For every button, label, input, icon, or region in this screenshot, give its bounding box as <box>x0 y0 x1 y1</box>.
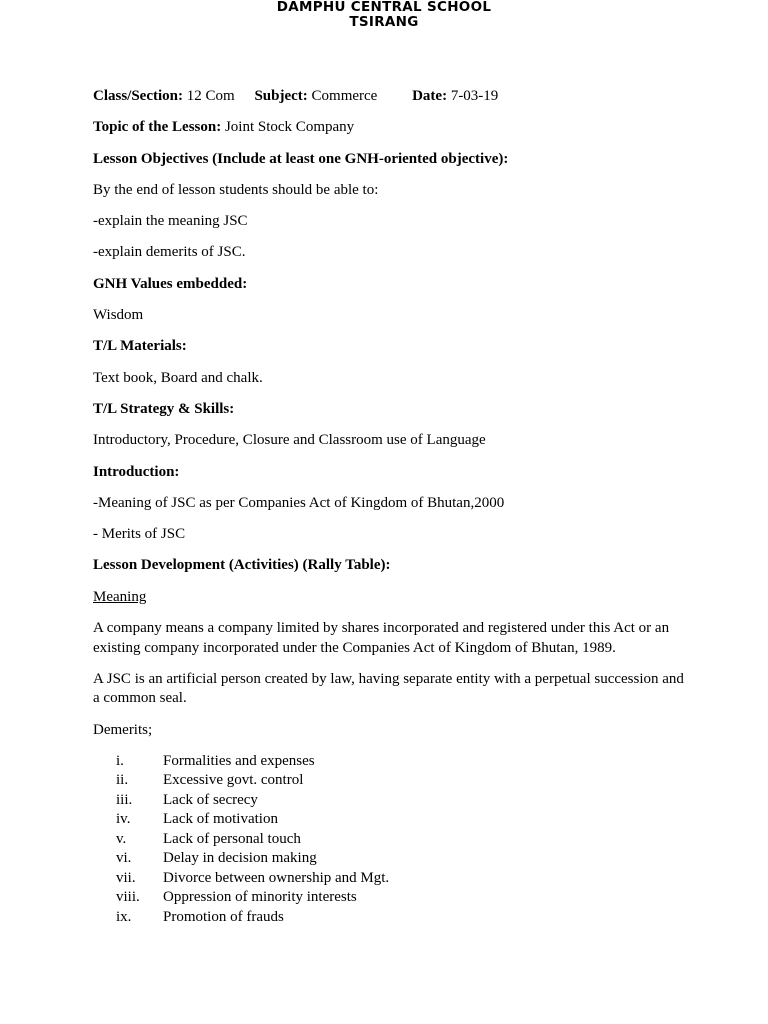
development-heading: Lesson Development (Activities) (Rally Table): <box>93 557 391 574</box>
introduction-item: -Meaning of JSC as per Companies Act of Kingdom of Bhutan,2000 <box>93 494 505 511</box>
list-number: vi. <box>116 850 132 867</box>
topic-value: Joint Stock Company <box>224 119 355 136</box>
meaning-paragraph: A company means a company limited by shares incorporated and registered under this Act or an existing company incorporated under the Companies Act of Kingdom of Bhutan, 1989. <box>93 620 670 656</box>
topic-label: Topic of the Lesson: <box>93 119 222 136</box>
class-value: 12 Com <box>186 88 235 104</box>
class-label: Class/Section: <box>93 88 183 104</box>
gnh-heading: GNH Values embedded: <box>93 275 248 292</box>
list-item <box>93 908 693 928</box>
document-header <box>0 0 768 30</box>
school-place: TSIRANG <box>349 14 419 30</box>
objective-item: -explain demerits of JSC. <box>93 244 246 261</box>
list-item <box>93 830 693 850</box>
list-text: Formalities and expenses <box>163 752 315 769</box>
list-number: ix. <box>116 908 132 925</box>
school-name: DAMPHU CENTRAL SCHOOL <box>276 0 492 15</box>
list-number: iv. <box>116 811 131 828</box>
lesson-plan-body <box>93 87 693 927</box>
list-number: vii. <box>116 869 136 886</box>
strategy-value: Introductory, Procedure, Closure and Classroom use of Language <box>93 432 486 449</box>
introduction-heading: Introduction: <box>93 463 180 480</box>
materials-value: Text book, Board and chalk. <box>93 369 263 386</box>
list-item <box>93 771 693 791</box>
list-text: Lack of motivation <box>163 811 278 828</box>
list-item <box>93 849 693 869</box>
list-number: viii. <box>116 889 140 906</box>
gnh-value: Wisdom <box>93 307 144 324</box>
list-item <box>93 888 693 908</box>
meta-line <box>93 87 693 107</box>
list-text: Oppression of minority interests <box>163 889 357 906</box>
materials-heading: T/L Materials: <box>93 338 187 355</box>
list-text: Promotion of frauds <box>163 908 284 925</box>
demerits-heading: Demerits; <box>93 721 153 738</box>
date-value: 7-03-19 <box>450 88 499 104</box>
demerits-list <box>93 752 693 928</box>
topic-line <box>93 118 693 138</box>
subject-label: Subject: <box>254 88 308 104</box>
list-text: Lack of secrecy <box>163 791 258 808</box>
objective-item: -explain the meaning JSC <box>93 213 248 230</box>
subject-value: Commerce <box>311 88 378 104</box>
list-text: Divorce between ownership and Mgt. <box>163 869 390 886</box>
list-item <box>93 810 693 830</box>
list-text: Lack of personal touch <box>163 830 301 847</box>
list-number: iii. <box>116 791 133 808</box>
introduction-item: - Merits of JSC <box>93 526 186 543</box>
objectives-intro: By the end of lesson students should be able to: <box>93 181 379 198</box>
meaning-paragraph: A JSC is an artificial person created by law, having separate entity with a perpetual succession and a common seal. <box>93 670 684 707</box>
list-number: i. <box>116 752 124 769</box>
strategy-heading: T/L Strategy & Skills: <box>93 400 235 417</box>
list-item <box>93 791 693 811</box>
list-text: Delay in decision making <box>163 850 317 867</box>
list-text: Excessive govt. control <box>163 772 304 789</box>
list-number: v. <box>116 830 127 847</box>
objectives-heading: Lesson Objectives (Include at least one GNH-oriented objective): <box>93 150 509 167</box>
date-label: Date: <box>412 88 448 104</box>
list-item <box>93 752 693 772</box>
meaning-heading: Meaning <box>93 588 147 605</box>
list-item <box>93 869 693 889</box>
list-number: ii. <box>116 772 129 789</box>
